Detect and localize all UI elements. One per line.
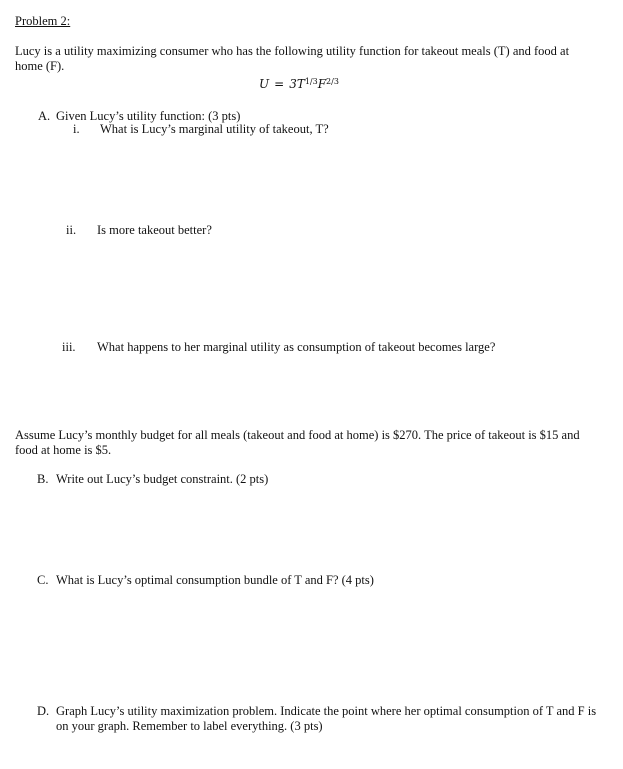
part-a-item-i-num: i. (73, 122, 80, 136)
part-d-text: Graph Lucy’s utility maximization problem. Indicate the point where her optimal consumption of T and F is on your graph. Remember to label everything. (3 pts) (56, 704, 597, 733)
part-b-text: Write out Lucy’s budget constraint. (2 pts) (56, 472, 269, 486)
utility-equation: $U = 3T^{1/3}F^{2/3}$ (259, 77, 339, 91)
budget-paragraph: Assume Lucy’s monthly budget for all meals (takeout and food at home) is $270. The price of takeout is $15 and food at home is $5. (15, 428, 580, 457)
intro-paragraph: Lucy is a utility maximizing consumer who has the following utility function for takeout meals (T) and food at home (F). (15, 44, 570, 73)
part-a-item-iii-num: iii. (62, 340, 76, 354)
part-c-label: C. (37, 573, 49, 587)
part-a-label: A. (38, 109, 51, 123)
part-a-text: Given Lucy’s utility function: (3 pts) (56, 109, 241, 123)
part-a-item-ii-num: ii. (66, 223, 77, 237)
part-d-label: D. (37, 704, 50, 718)
problem-title: Problem 2: (15, 14, 71, 28)
part-a-item-i-text: What is Lucy’s marginal utility of takeout, T? (100, 122, 329, 136)
part-a-item-ii-text: Is more takeout better? (97, 223, 212, 237)
part-a-item-iii-text: What happens to her marginal utility as consumption of takeout becomes large? (97, 340, 496, 354)
part-c-text: What is Lucy’s optimal consumption bundle of T and F? (4 pts) (56, 573, 374, 587)
part-b-label: B. (37, 472, 49, 486)
